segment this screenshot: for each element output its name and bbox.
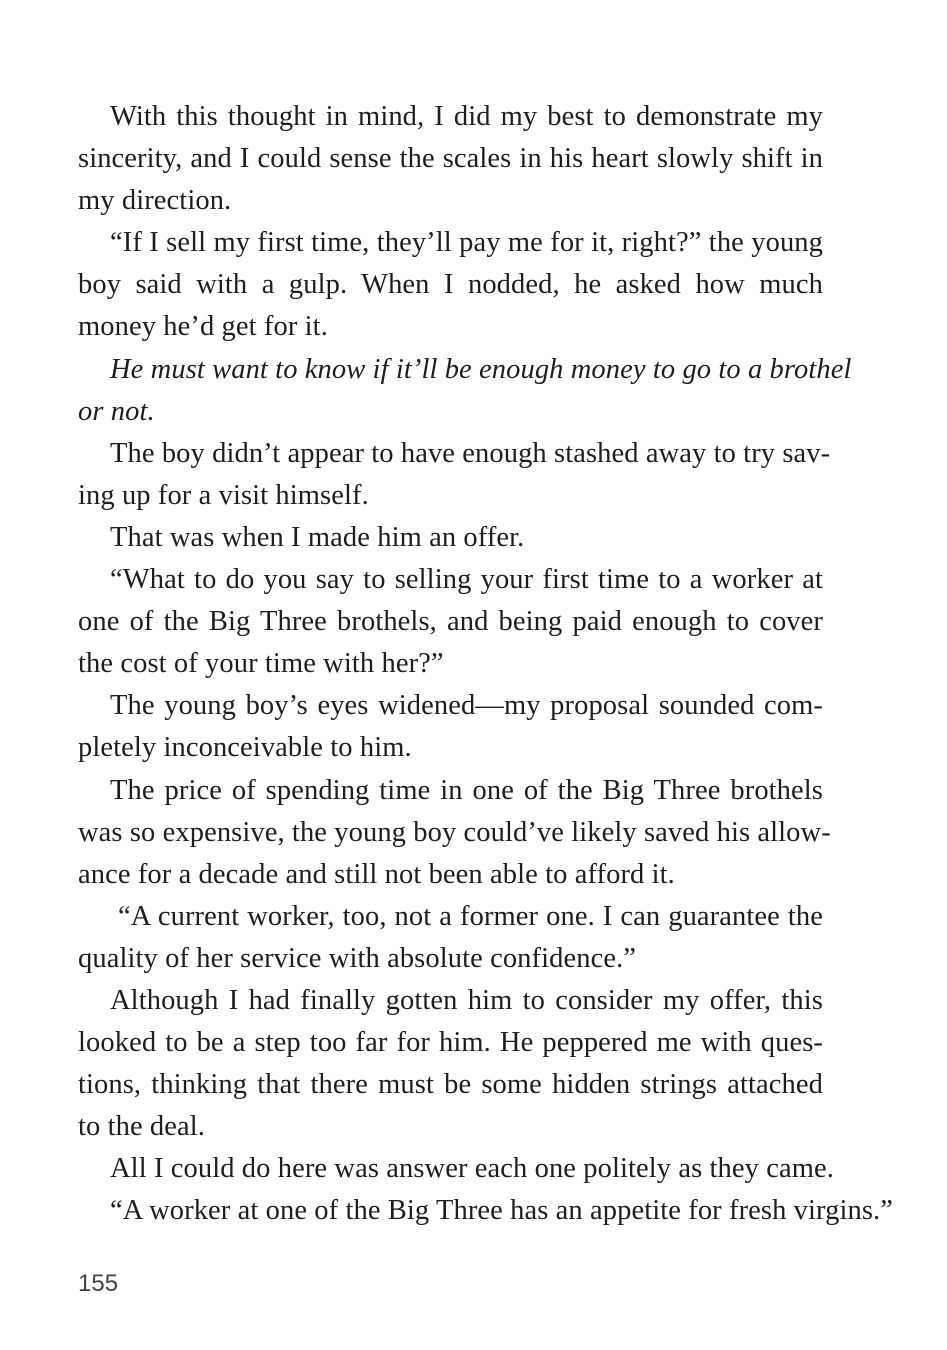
text-line: “If I sell my first time, they’ll pay me for it, right?” the young — [110, 227, 823, 259]
text-line: tions, thinking that there must be some hidden strings attached — [78, 1069, 823, 1101]
text-line: The young boy’s eyes widened—my proposal sounded com- — [110, 690, 823, 722]
text-line: quality of her service with absolute confidence.” — [78, 942, 637, 974]
page-number: 155 — [78, 1270, 119, 1297]
text-line: boy said with a gulp. When I nodded, he asked how much — [78, 269, 823, 301]
text-line: Although I had finally gotten him to consider my offer, this — [110, 984, 823, 1016]
text-line: money he’d get for it. — [78, 311, 328, 343]
body-text — [78, 96, 894, 1233]
text-line: sincerity, and I could sense the scales in his heart slowly shift in — [78, 143, 823, 175]
text-line: was so expensive, the young boy could’ve likely saved his allow- — [78, 816, 831, 848]
text-line: ing up for a visit himself. — [78, 479, 369, 511]
text-line: “A current worker, too, not a former one. I can guarantee the — [110, 900, 823, 932]
text-line: All I could do here was answer each one politely as they came. — [110, 1153, 834, 1185]
text-line: one of the Big Three brothels, and being paid enough to cover — [78, 606, 823, 638]
text-line: to the deal. — [78, 1111, 206, 1143]
text-line: pletely inconceivable to him. — [78, 732, 412, 764]
text-line: “A worker at one of the Big Three has an appetite for fresh virgins.” — [110, 1195, 894, 1227]
italic-text-line: He must want to know if it’ll be enough money to go to a brothel — [110, 353, 852, 385]
text-line: The boy didn’t appear to have enough stashed away to try sav- — [110, 437, 831, 469]
text-line: the cost of your time with her?” — [78, 648, 444, 680]
text-line: “What to do you say to selling your first time to a worker at — [110, 564, 823, 596]
text-line: That was when I made him an offer. — [110, 521, 525, 553]
italic-text-line: or not. — [78, 395, 155, 427]
text-line: With this thought in mind, I did my best to demonstrate my — [110, 101, 823, 132]
text-line: my direction. — [78, 185, 232, 217]
text-line: ance for a decade and still not been able to afford it. — [78, 858, 675, 890]
text-line: The price of spending time in one of the Big Three brothels — [110, 774, 823, 806]
text-line: looked to be a step too far for him. He peppered me with ques- — [78, 1027, 823, 1059]
